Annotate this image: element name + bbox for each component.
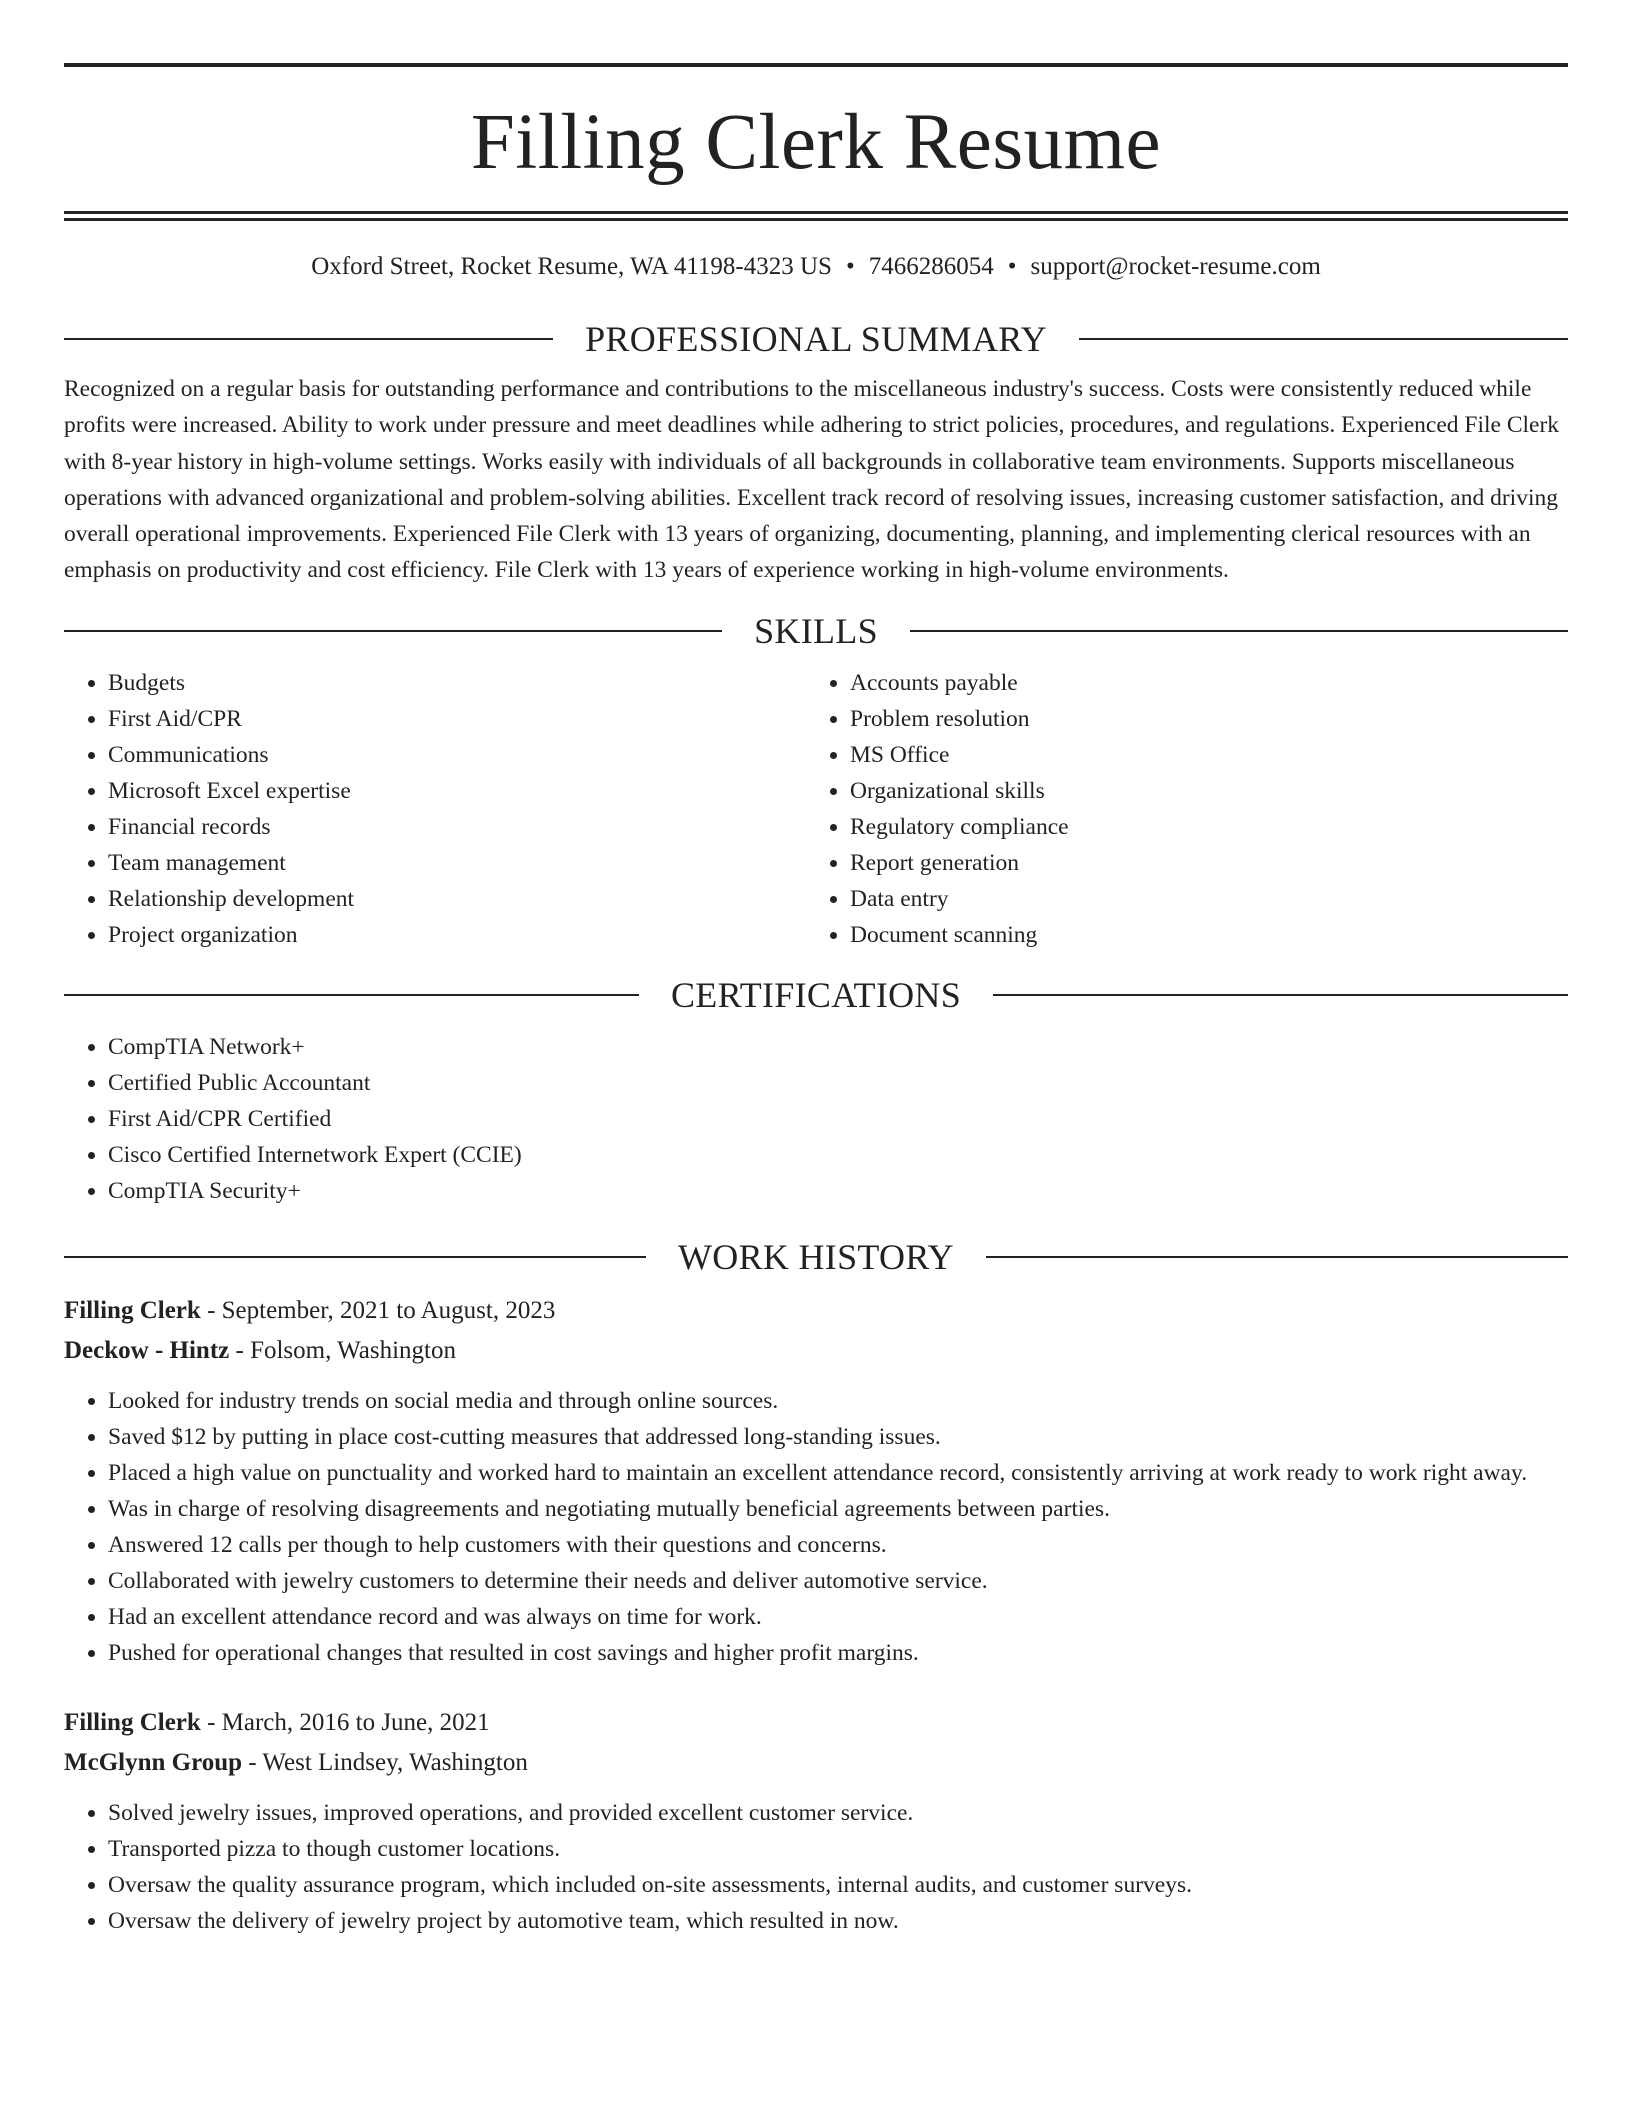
certification-item: • Cisco Certified Internetwork Expert (CCIE) <box>108 1137 1568 1173</box>
skill-item: • Communications <box>108 737 806 773</box>
certification-item: • CompTIA Security+ <box>108 1173 1568 1209</box>
contact-phone: 7466286054 <box>868 253 994 280</box>
section-title: SKILLS <box>754 610 878 651</box>
job-bullet: • Had an excellent attendance record and was always on time for work. <box>108 1599 1568 1635</box>
skill-item: • Accounts payable <box>850 665 1548 701</box>
job-bullet: • Saved $12 by putting in place cost-cutting measures that addressed long-standing issues. <box>108 1419 1568 1455</box>
resume-title: Filling Clerk Resume <box>470 99 1162 186</box>
job-bullet: • Was in charge of resolving disagreements and negotiating mutually beneficial agreements between parties. <box>108 1491 1568 1527</box>
job-title: Filling Clerk <box>64 1708 201 1736</box>
job-title-line: Filling Clerk - September, 2021 to August, 2023 <box>64 1296 556 1324</box>
resume-page <box>64 0 1568 1939</box>
section-title: PROFESSIONAL SUMMARY <box>585 319 1047 359</box>
certification-item: • Certified Public Accountant <box>108 1065 1568 1101</box>
job-employer: McGlynn Group <box>64 1748 243 1776</box>
contact-separator: • <box>845 253 855 280</box>
skill-item: • Organizational skills <box>850 773 1548 809</box>
top-rule <box>64 63 1568 67</box>
skills-list-right <box>806 665 1548 953</box>
job-bullet: • Answered 12 calls per though to help customers with their questions and concerns. <box>108 1527 1568 1563</box>
contact-email: support@rocket-resume.com <box>1030 253 1321 280</box>
job-employer-line: McGlynn Group - West Lindsey, Washington <box>64 1748 528 1776</box>
certifications-section-heading <box>64 973 1568 1017</box>
heading-rule <box>64 994 639 996</box>
job-location: West Lindsey, Washington <box>262 1748 528 1776</box>
work-history-section-heading <box>64 1235 1568 1279</box>
heading-rule <box>64 630 722 632</box>
skills-column-left <box>64 665 806 953</box>
job-entry <box>64 1703 1568 1939</box>
skill-item: • First Aid/CPR <box>108 701 806 737</box>
certification-item: • CompTIA Network+ <box>108 1029 1568 1065</box>
heading-rule <box>64 338 553 340</box>
job-title-line: Filling Clerk - March, 2016 to June, 2021 <box>64 1708 490 1736</box>
certification-item: • First Aid/CPR Certified <box>108 1101 1568 1137</box>
job-bullet: • Solved jewelry issues, improved operations, and provided excellent customer service. <box>108 1795 1568 1831</box>
job-bullet: • Looked for industry trends on social media and through online sources. <box>108 1383 1568 1419</box>
skill-item: • Report generation <box>850 845 1548 881</box>
job-bullet: • Oversaw the delivery of jewelry project by automotive team, which resulted in now. <box>108 1903 1568 1939</box>
work-history-list <box>64 1291 1568 1939</box>
job-bullet: • Pushed for operational changes that resulted in cost savings and higher profit margins. <box>108 1635 1568 1671</box>
contact-line <box>64 249 1568 285</box>
job-bullet: • Transported pizza to though customer locations. <box>108 1831 1568 1867</box>
skills-column-right <box>806 665 1548 953</box>
skill-item: • Data entry <box>850 881 1548 917</box>
job-bullet: • Collaborated with jewelry customers to determine their needs and deliver automotive service. <box>108 1563 1568 1599</box>
job-location: Folsom, Washington <box>250 1336 456 1364</box>
job-employer-line: Deckow - Hintz - Folsom, Washington <box>64 1336 456 1364</box>
skill-item: • Relationship development <box>108 881 806 917</box>
contact-address: Oxford Street, Rocket Resume, WA 41198-4323 US <box>311 253 832 280</box>
summary-section-heading <box>64 317 1568 361</box>
job-bullets <box>64 1795 1568 1939</box>
heading-rule <box>910 630 1568 632</box>
job-bullets <box>64 1383 1568 1671</box>
title-double-rule <box>64 211 1568 221</box>
heading-rule <box>64 1256 646 1258</box>
skill-item: • Problem resolution <box>850 701 1548 737</box>
job-dates: March, 2016 to June, 2021 <box>221 1708 490 1736</box>
skill-item: • Project organization <box>108 917 806 953</box>
skills-grid <box>64 665 1568 953</box>
summary-text: Recognized on a regular basis for outstanding performance and contributions to the miscellaneous industry's success. Costs were consistently reduced while profits were increased. Ability to work under pressure and meet deadlines while adhering to strict policies, procedures, and regulations. Experienced File Clerk with 8-year history in high-volume settings. Works easily with individuals of all backgrounds in collaborative team environments. Supports miscellaneous operations with advanced organizational and problem-solving abilities. Excellent track record of resolving issues, increasing customer satisfaction, and driving overall operational improvements. Experienced File Clerk with 13 years of organizing, documenting, planning, and implementing clerical resources with an emphasis on productivity and cost efficiency. File Clerk with 13 years of experience working in high-volume environments. <box>64 376 1560 584</box>
skill-item: • Microsoft Excel expertise <box>108 773 806 809</box>
skill-item: • Financial records <box>108 809 806 845</box>
section-title: CERTIFICATIONS <box>670 974 962 1015</box>
skill-item: • MS Office <box>850 737 1548 773</box>
section-title: WORK HISTORY <box>678 1236 954 1277</box>
job-dates: September, 2021 to August, 2023 <box>221 1296 556 1324</box>
job-entry <box>64 1291 1568 1671</box>
skill-item: • Team management <box>108 845 806 881</box>
job-employer: Deckow - Hintz <box>64 1336 230 1364</box>
heading-rule <box>986 1256 1568 1258</box>
contact-separator: • <box>1007 253 1017 280</box>
skill-item: • Document scanning <box>850 917 1548 953</box>
certifications-list <box>64 1029 1568 1209</box>
skill-item: • Budgets <box>108 665 806 701</box>
skills-list-left <box>64 665 806 953</box>
heading-rule <box>993 994 1568 996</box>
heading-rule <box>1079 338 1568 340</box>
job-bullet: • Placed a high value on punctuality and worked hard to maintain an excellent attendance record, consistently arriving at work ready to work right away. <box>108 1455 1568 1491</box>
skill-item: • Regulatory compliance <box>850 809 1548 845</box>
skills-section-heading <box>64 609 1568 653</box>
job-bullet: • Oversaw the quality assurance program, which included on-site assessments, internal audits, and customer surveys. <box>108 1867 1568 1903</box>
job-title: Filling Clerk <box>64 1296 201 1324</box>
